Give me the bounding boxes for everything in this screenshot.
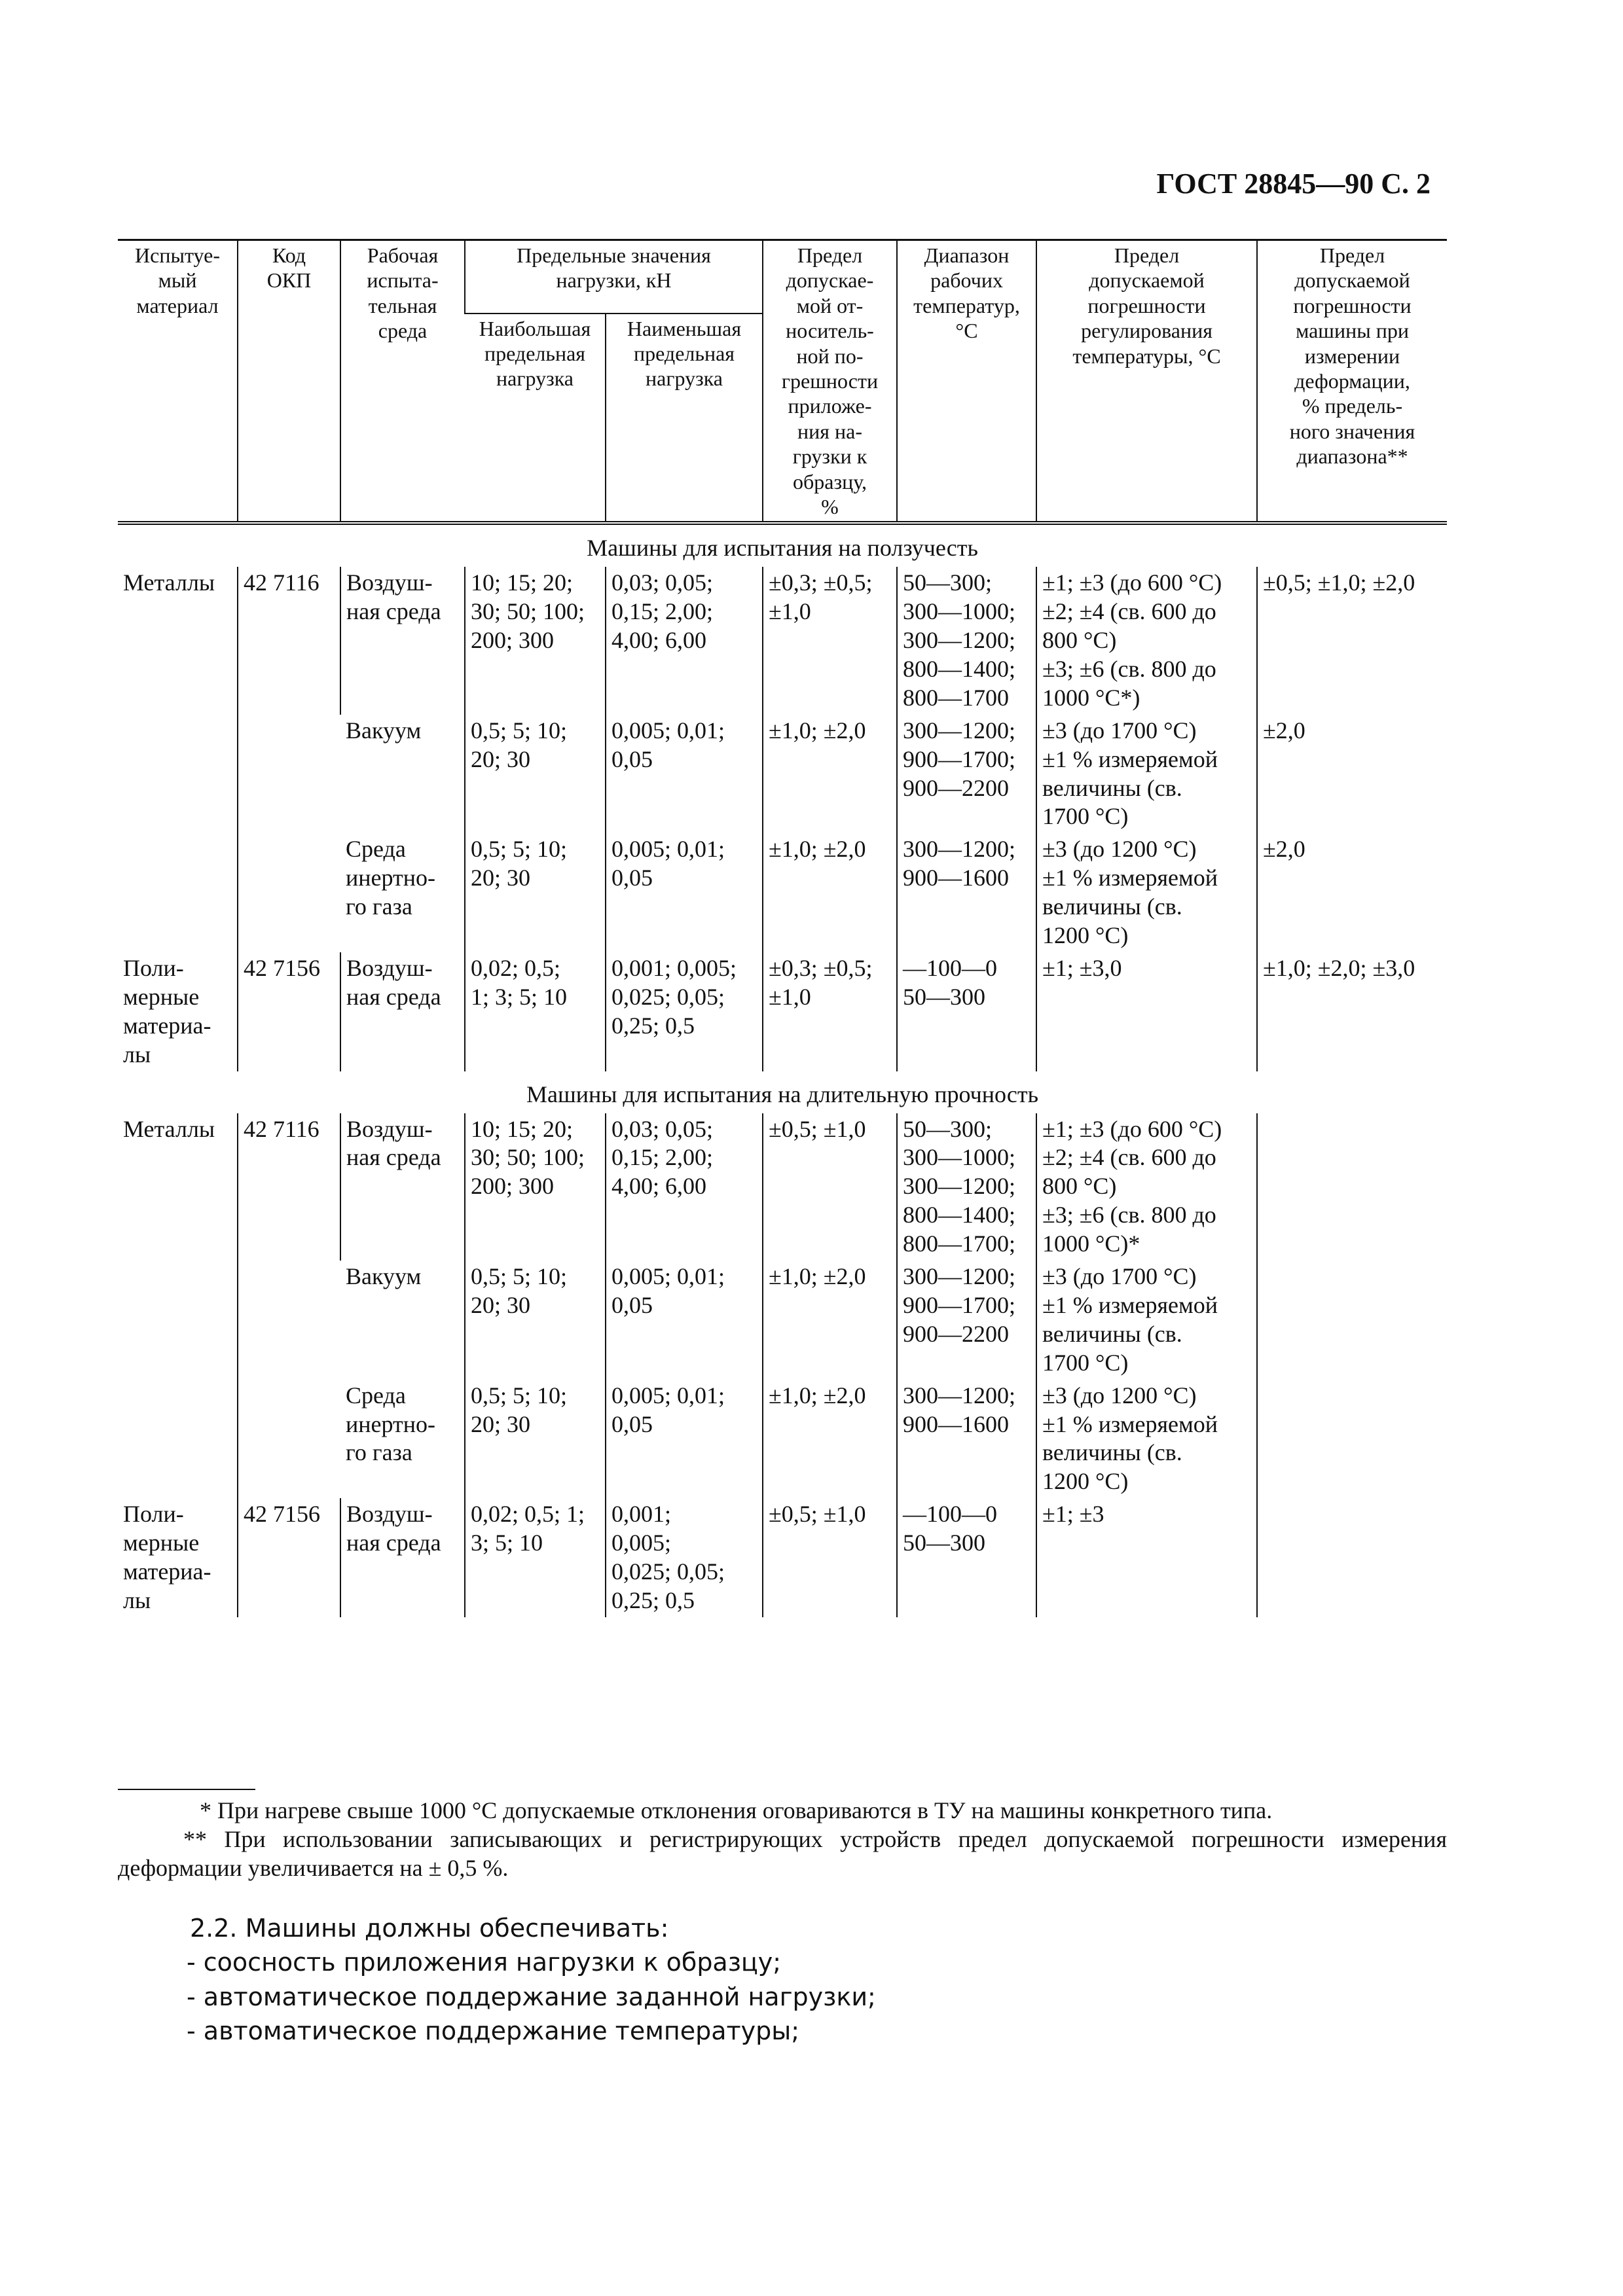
table-row xyxy=(118,1498,1447,1617)
header-load-min: Наименьшая предельная нагрузка xyxy=(606,314,763,524)
header-deform-err: Предел допускаемой погрешности машины при измерении деформации, % предель- ного значения диапазона** xyxy=(1257,240,1447,524)
table-cell: ±1; ±3 (до 600 °C) ±2; ±4 (св. 600 до 800 °C) ±3; ±6 (св. 800 до 1000 °C*) xyxy=(1036,567,1257,715)
table-cell: Среда инертно- го газа xyxy=(346,1382,436,1466)
table-cell: 300—1200; 900—1600 xyxy=(897,833,1036,952)
table-cell: Воздуш- ная среда xyxy=(340,1113,465,1261)
table-cell: ±0,3; ±0,5; ±1,0 xyxy=(763,952,897,1071)
table-cell: Поли- мерные материа- лы xyxy=(123,1501,211,1614)
table-cell: ±0,5; ±1,0 xyxy=(763,1113,897,1261)
table-cell: ±1,0; ±2,0 xyxy=(763,1380,897,1499)
table-cell: ±0,5; ±1,0 xyxy=(763,1498,897,1617)
table-cell xyxy=(1257,1261,1447,1380)
table-cell: 0,03; 0,05; 0,15; 2,00; 4,00; 6,00 xyxy=(606,567,763,715)
paragraph-item: - автоматическое поддержание температуры; xyxy=(187,2017,800,2046)
header-temp-range: Диапазон рабочих температур, °C xyxy=(897,240,1036,524)
table-cell: 42 7116 xyxy=(238,1113,340,1499)
table-cell: Металлы xyxy=(123,1115,215,1142)
table-cell: 42 7156 xyxy=(238,1498,340,1617)
footnote-1: * При нагреве свыше 1000 °C допускаемые отклонения оговариваются в ТУ на машины конкретного типа. xyxy=(200,1797,1273,1823)
table-cell: ±3 (до 1700 °C) ±1 % измеряемой величины (св. 1700 °C) xyxy=(1036,1261,1257,1380)
header-medium: Рабочая испыта- тельная среда xyxy=(340,240,465,524)
footnotes xyxy=(118,1797,1447,1883)
table-cell: 0,005; 0,01; 0,05 xyxy=(606,715,763,834)
table-cell: 0,03; 0,05; 0,15; 2,00; 4,00; 6,00 xyxy=(606,1113,763,1261)
table-cell: 0,5; 5; 10; 20; 30 xyxy=(465,833,606,952)
table-cell: ±1,0; ±2,0; ±3,0 xyxy=(1257,952,1447,1071)
paragraph-2-2 xyxy=(118,1911,1447,2049)
section-title: Машины для испытания на длительную прочность xyxy=(526,1081,1038,1107)
table-cell: —100—0 50—300 xyxy=(897,1498,1036,1617)
header-temp-err: Предел допускаемой погрешности регулирования температуры, °C xyxy=(1036,240,1257,524)
table-cell: 300—1200; 900—1700; 900—2200 xyxy=(897,715,1036,834)
table-cell: 0,005; 0,01; 0,05 xyxy=(606,833,763,952)
header-material: Испытуе- мый материал xyxy=(118,240,238,524)
table-cell xyxy=(1257,1380,1447,1499)
table-cell: 50—300; 300—1000; 300—1200; 800—1400; 800—1700; xyxy=(897,1113,1036,1261)
table-cell: Вакуум xyxy=(346,1263,422,1290)
header-rel-err: Предел допускае- мой от- носитель- ной по- грешности приложе- ния на- грузки к образцу, % xyxy=(763,240,897,524)
page-header: ГОСТ 28845—90 С. 2 xyxy=(1156,168,1431,200)
header-load-group: Предельные значения нагрузки, кН xyxy=(465,240,763,314)
table-cell: 0,02; 0,5; 1; 3; 5; 10 xyxy=(465,952,606,1071)
paragraph-lead: 2.2. Машины должны обеспечивать: xyxy=(190,1914,669,1943)
table-row xyxy=(118,567,1447,715)
header-okp: Код ОКП xyxy=(238,240,340,524)
table-cell: 0,001; 0,005; 0,025; 0,05; 0,25; 0,5 xyxy=(606,1498,763,1617)
footnote-2: ** При использовании записывающих и регистрирующих устройств предел допускаемой погрешности измерения деформации увеличивается на ± 0,5 %. xyxy=(118,1825,1447,1881)
table-cell: ±1; ±3 (до 600 °C) ±2; ±4 (св. 600 до 800 °C) ±3; ±6 (св. 800 до 1000 °C)* xyxy=(1036,1113,1257,1261)
table-cell: ±1,0; ±2,0 xyxy=(763,833,897,952)
table-cell: 0,5; 5; 10; 20; 30 xyxy=(465,1380,606,1499)
paragraph-item: - соосность приложения нагрузки к образцу; xyxy=(187,1948,782,1977)
table-row xyxy=(118,952,1447,1071)
header-load-max: Наибольшая предельная нагрузка xyxy=(465,314,606,524)
table-cell: Поли- мерные материа- лы xyxy=(123,954,211,1067)
footnote-separator xyxy=(118,1789,255,1790)
table-cell: 0,5; 5; 10; 20; 30 xyxy=(465,715,606,834)
section-title: Машины для испытания на ползучесть xyxy=(587,535,978,562)
table-cell: Металлы xyxy=(123,569,215,596)
table-cell: ±3 (до 1200 °C) ±1 % измеряемой величины (св. 1200 °C) xyxy=(1036,1380,1257,1499)
table-cell: 300—1200; 900—1700; 900—2200 xyxy=(897,1261,1036,1380)
table-body xyxy=(118,523,1447,1617)
table-cell: 0,02; 0,5; 1; 3; 5; 10 xyxy=(465,1498,606,1617)
specs-table xyxy=(118,239,1447,1617)
table-cell: Вакуум xyxy=(346,717,422,744)
table-cell: 0,001; 0,005; 0,025; 0,05; 0,25; 0,5 xyxy=(606,952,763,1071)
section-title-row xyxy=(118,523,1447,567)
table-cell: ±1,0; ±2,0 xyxy=(763,1261,897,1380)
table-row xyxy=(118,1113,1447,1261)
table-cell: —100—0 50—300 xyxy=(897,952,1036,1071)
table-cell: 0,5; 5; 10; 20; 30 xyxy=(465,1261,606,1380)
table-cell: 300—1200; 900—1600 xyxy=(897,1380,1036,1499)
table-cell: 42 7116 xyxy=(238,567,340,952)
table-cell: 10; 15; 20; 30; 50; 100; 200; 300 xyxy=(465,567,606,715)
table-cell: ±1; ±3,0 xyxy=(1036,952,1257,1071)
table-cell: 10; 15; 20; 30; 50; 100; 200; 300 xyxy=(465,1113,606,1261)
table-cell: 0,005; 0,01; 0,05 xyxy=(606,1380,763,1499)
table-cell: ±0,3; ±0,5; ±1,0 xyxy=(763,567,897,715)
table-cell: ±2,0 xyxy=(1257,833,1447,952)
table-cell: ±2,0 xyxy=(1257,715,1447,834)
table-cell: Воздуш- ная среда xyxy=(340,952,465,1071)
table-cell: 50—300; 300—1000; 300—1200; 800—1400; 800—1700 xyxy=(897,567,1036,715)
table-cell: Воздуш- ная среда xyxy=(340,1498,465,1617)
table-cell: Среда инертно- го газа xyxy=(346,836,436,920)
table-cell: ±1,0; ±2,0 xyxy=(763,715,897,834)
table-cell: 42 7156 xyxy=(238,952,340,1071)
table-cell: ±0,5; ±1,0; ±2,0 xyxy=(1257,567,1447,715)
table-cell: Воздуш- ная среда xyxy=(340,567,465,715)
table-cell: ±3 (до 1200 °C) ±1 % измеряемой величины (св. 1200 °C) xyxy=(1036,833,1257,952)
section-title-row xyxy=(118,1071,1447,1113)
table-cell: ±1; ±3 xyxy=(1036,1498,1257,1617)
table-cell: ±3 (до 1700 °C) ±1 % измеряемой величины (св. 1700 °C) xyxy=(1036,715,1257,834)
table-cell xyxy=(1257,1113,1447,1261)
table-cell xyxy=(1257,1498,1447,1617)
table-cell: 0,005; 0,01; 0,05 xyxy=(606,1261,763,1380)
paragraph-item: - автоматическое поддержание заданной нагрузки; xyxy=(187,1982,876,2011)
